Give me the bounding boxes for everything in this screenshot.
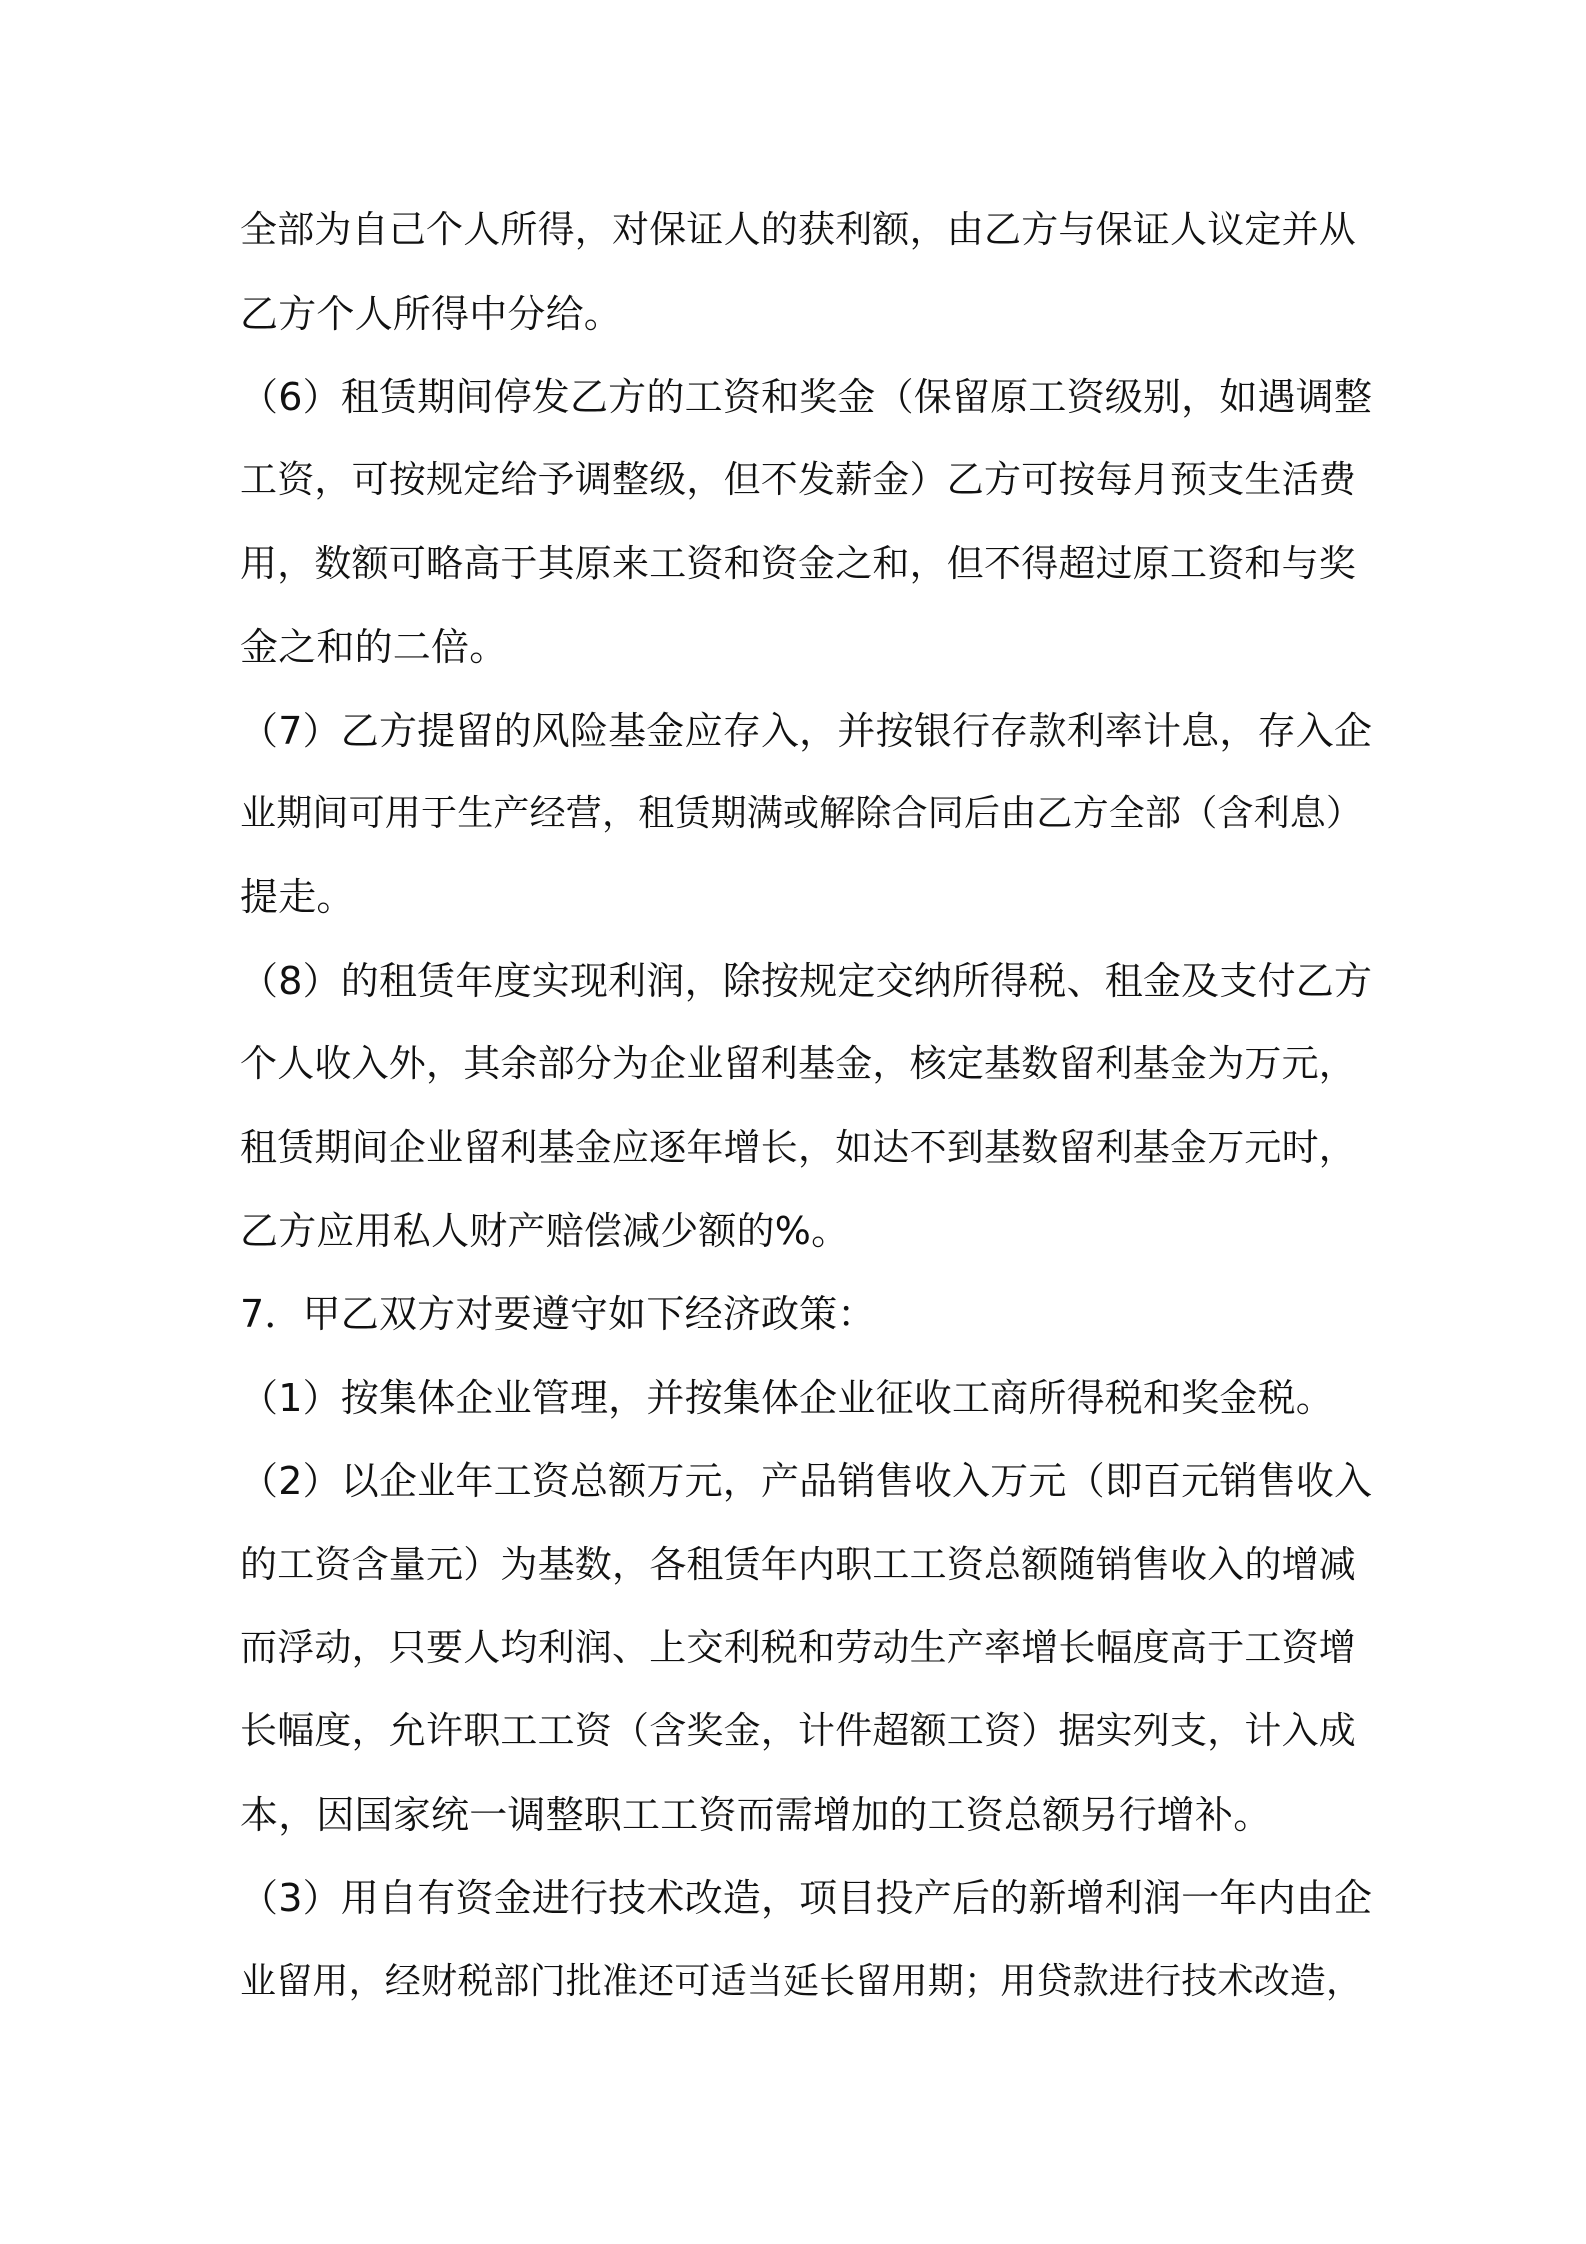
text-line: 乙方应用私人财产赔偿减少额的%。 bbox=[240, 1209, 850, 1253]
text-line: 用，数额可略高于其原来工资和资金之和，但不得超过原工资和与奖 bbox=[240, 542, 1356, 585]
text-line: 全部为自己个人所得，对保证人的获利额，由乙方与保证人议定并从 bbox=[240, 208, 1356, 251]
text-line: 而浮动，只要人均利润、上交利税和劳动生产率增长幅度高于工资增 bbox=[240, 1626, 1356, 1669]
text-line: 业留用，经财税部门批准还可适当延长留用期；用贷款进行技术改造， bbox=[240, 1961, 1363, 2002]
text-line: （7）乙方提留的风险基金应存入，并按银行存款利率计息，存入企 bbox=[240, 709, 1373, 753]
text-line: （3）用自有资金进行技术改造，项目投产后的新增利润一年内由企 bbox=[240, 1876, 1373, 1920]
text-line: （2）以企业年工资总额万元，产品销售收入万元（即百元销售收入 bbox=[240, 1459, 1373, 1503]
text-line: 个人收入外，其余部分为企业留利基金，核定基数留利基金为万元， bbox=[240, 1042, 1356, 1085]
text-line: 租赁期间企业留利基金应逐年增长，如达不到基数留利基金万元时， bbox=[240, 1126, 1356, 1169]
text-line: 提走。 bbox=[240, 875, 355, 919]
text-line: 工资，可按规定给予调整级，但不发薪金）乙方可按每月预支生活费 bbox=[240, 458, 1356, 501]
text-line: （8）的租赁年度实现利润，除按规定交纳所得税、租金及支付乙方 bbox=[240, 959, 1373, 1003]
text-line: 业期间可用于生产经营，租赁期满或解除合同后由乙方全部（含利息） bbox=[240, 793, 1363, 834]
text-line: （6）租赁期间停发乙方的工资和奖金（保留原工资级别，如遇调整 bbox=[240, 375, 1373, 419]
text-line: 长幅度，允许职工工资（含奖金，计件超额工资）据实列支，计入成 bbox=[240, 1709, 1356, 1752]
text-line: （1）按集体企业管理，并按集体企业征收工商所得税和奖金税。 bbox=[240, 1376, 1334, 1420]
text-line: 乙方个人所得中分给。 bbox=[240, 292, 623, 336]
text-line: 7．甲乙双方对要遵守如下经济政策： bbox=[240, 1292, 876, 1336]
text-line: 的工资含量元）为基数，各租赁年内职工工资总额随销售收入的增减 bbox=[240, 1543, 1356, 1586]
text-line: 本，因国家统一调整职工工资而需增加的工资总额另行增补。 bbox=[240, 1793, 1272, 1837]
text-line: 金之和的二倍。 bbox=[240, 625, 508, 669]
